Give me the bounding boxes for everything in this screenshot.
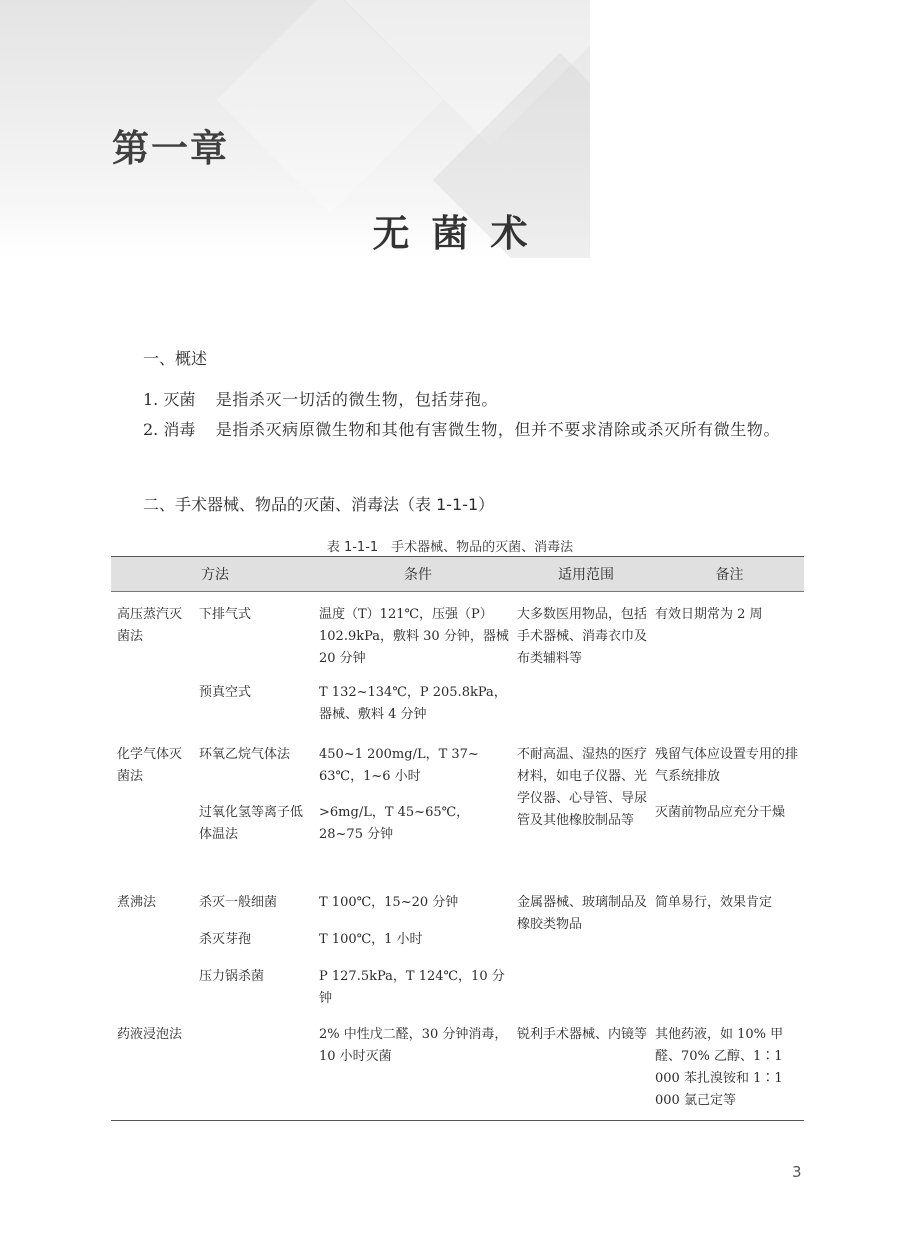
table-header-row [111, 557, 804, 592]
chapter-label: 第一章 [112, 127, 229, 170]
page-title: 无菌术 [372, 212, 550, 255]
column-header-method: 方法 [111, 557, 319, 592]
method-cell: 药液浸泡法 [111, 1024, 319, 1121]
submethod-cell: 预真空式 [199, 685, 252, 700]
table-row [111, 892, 804, 929]
term-label: 灭菌 [163, 390, 196, 409]
term-definition: 是指杀灭一切活的微生物，包括芽孢。 [215, 390, 498, 409]
page-number: 3 [792, 1163, 802, 1181]
table-row [111, 802, 804, 892]
condition-cell: 450~1 200mg/L，T 37~ 63℃，1~6 小时 [319, 747, 479, 784]
column-header-note: 备注 [655, 557, 804, 592]
term-definition: 是指杀灭病原微生物和其他有害微生物，但并不要求清除或杀灭所有微生物。 [215, 420, 781, 439]
note-cell: 简单易行，效果肯定 [655, 895, 773, 910]
condition-cell: T 100℃，1 小时 [319, 932, 423, 947]
column-header-condition: 条件 [319, 557, 517, 592]
note-cell: 残留气体应设置专用的排气系统排放 [655, 747, 799, 784]
item-number: 1. [143, 390, 159, 409]
scope-cell: 锐利手术器械、内镜等 [517, 1024, 655, 1121]
term-label: 消毒 [163, 420, 196, 439]
table-row [111, 744, 804, 802]
scope-cell: 不耐高温、湿热的医疗材料，如电子仪器、光学仪器、心导管、导尿管及其他橡胶制品等 [517, 747, 648, 828]
submethod-cell: 杀灭芽孢 [199, 932, 252, 947]
table-row [111, 682, 804, 744]
table-row [111, 966, 804, 1024]
method-cell: 化学气体灭菌法 [117, 747, 183, 784]
condition-cell: 2% 中性戊二醛，30 分钟消毒，10 小时灭菌 [319, 1024, 517, 1121]
note-cell [655, 966, 804, 1024]
table-row [111, 592, 804, 683]
sterilization-table [111, 556, 804, 1121]
table-caption: 表 1-1-1 手术器械、物品的灭菌、消毒法 [326, 540, 574, 555]
note-cell [655, 682, 804, 744]
scope-cell: 大多数医用物品，包括手术器械、消毒衣巾及布类辅料等 [517, 607, 648, 666]
column-header-scope: 适用范围 [517, 557, 655, 592]
condition-cell: T 100℃，15~20 分钟 [319, 895, 459, 910]
note-cell: 有效日期常为 2 周 [655, 607, 763, 622]
section-heading-overview: 一、概述 [143, 349, 208, 368]
note-cell: 其他药液，如 10% 甲醛、70% 乙醇、1∶1 000 苯扎溴铵和 1∶1 000 氯己定等 [655, 1024, 804, 1121]
definition-sterilization [110, 385, 810, 415]
submethod-cell: 下排气式 [199, 607, 252, 622]
note-cell: 灭菌前物品应充分干燥 [655, 805, 786, 820]
scope-cell: 金属器械、玻璃制品及橡胶类物品 [517, 895, 648, 932]
table-row [111, 929, 804, 966]
method-cell: 煮沸法 [117, 895, 157, 910]
condition-cell: T 132~134℃，P 205.8kPa，器械、敷料 4 分钟 [319, 685, 507, 722]
condition-cell: >6mg/L，T 45~65℃，28~75 分钟 [319, 805, 470, 842]
note-cell [655, 929, 804, 966]
table-row [111, 1024, 804, 1121]
method-cell: 高压蒸汽灭菌法 [117, 607, 183, 644]
submethod-cell: 杀灭一般细菌 [199, 895, 278, 910]
item-number: 2. [143, 420, 159, 439]
section-heading-methods: 二、手术器械、物品的灭菌、消毒法（表 1-1-1） [143, 495, 495, 514]
condition-cell: P 127.5kPa，T 124℃，10 分钟 [319, 969, 505, 1006]
condition-cell: 温度（T）121℃，压强（P）102.9kPa，敷料 30 分钟，器械 20 分钟 [319, 607, 509, 666]
definition-disinfection [110, 415, 810, 445]
submethod-cell: 过氧化氢等离子低体温法 [199, 805, 304, 842]
submethod-cell: 压力锅杀菌 [199, 969, 265, 984]
submethod-cell: 环氧乙烷气体法 [199, 747, 291, 762]
